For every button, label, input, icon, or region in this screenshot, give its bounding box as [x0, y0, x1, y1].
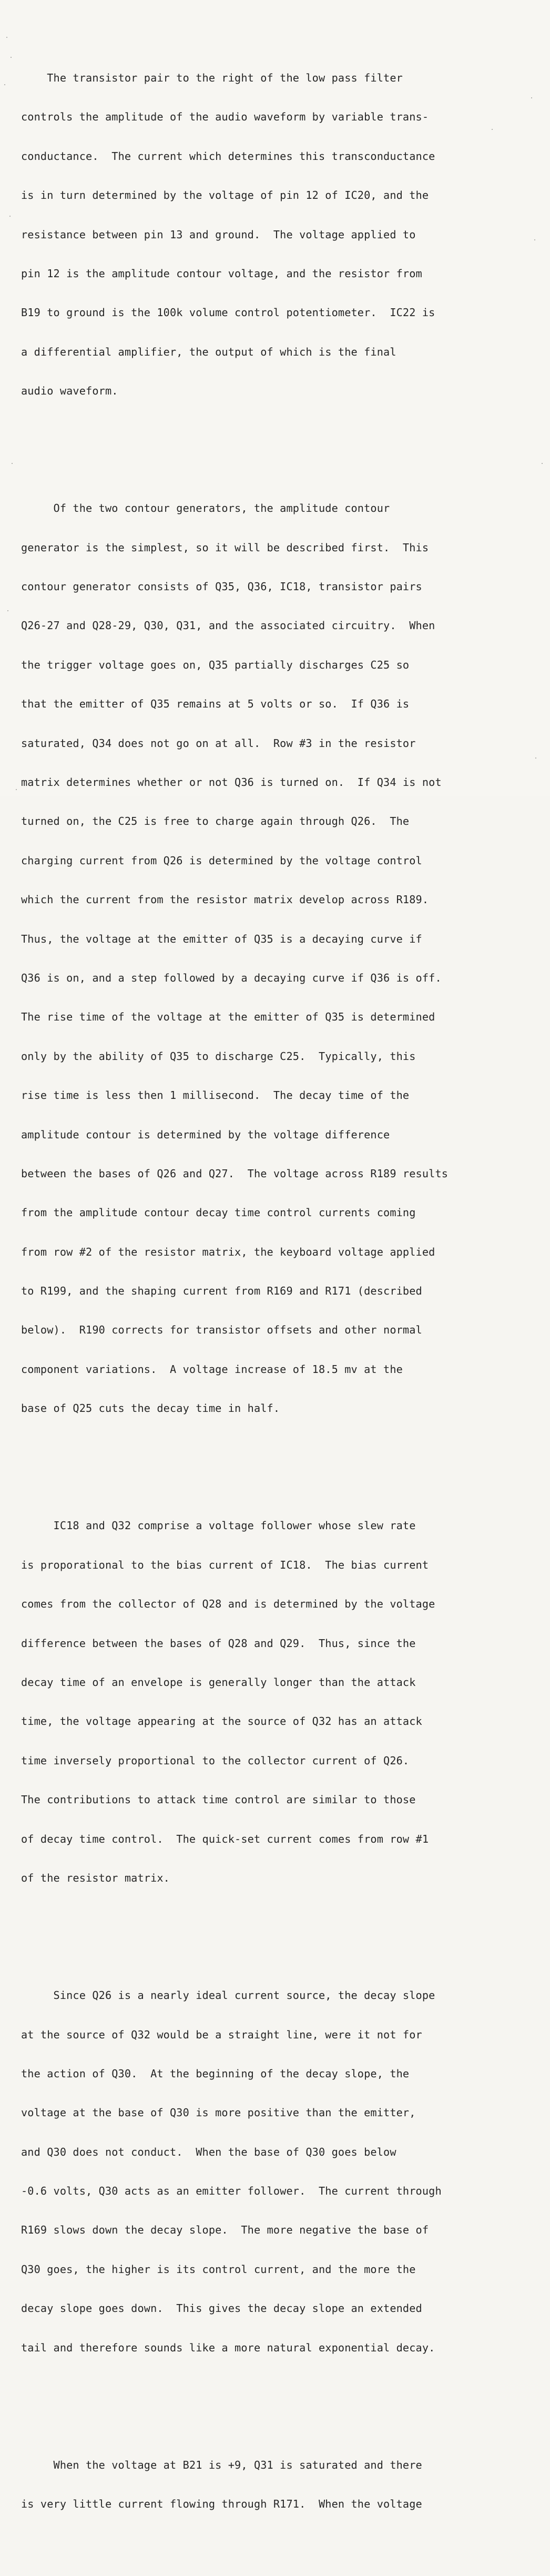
text-line: conductance. The current which determines this transconductance: [21, 149, 435, 163]
text-line: decay time of an envelope is generally longer than the attack: [21, 1676, 416, 1689]
scan-speck: [16, 789, 17, 790]
text-line: amplitude contour is determined by the voltage difference: [21, 1128, 390, 1141]
text-line: The transistor pair to the right of the low pass filter: [21, 71, 403, 84]
text-line: that the emitter of Q35 remains at 5 volts or so. If Q36 is: [21, 698, 410, 711]
text-line: saturated, Q34 does not go on at all. Row #3 in the resistor: [21, 736, 416, 750]
text-line: component variations. A voltage increase of 18.5 mv at the: [21, 1362, 403, 1376]
text-line: is very little current flowing through R171. When the voltage: [21, 2498, 422, 2511]
scan-speck: [531, 97, 532, 98]
paragraph-voltage-follower: [21, 1493, 547, 1911]
text-line: IC18 and Q32 comprise a voltage follower whose slew rate: [21, 1519, 416, 1532]
paragraph-transconductance: [21, 45, 547, 423]
text-line: Q30 goes, the higher is its control current, and the more the: [21, 2262, 416, 2276]
scan-speck: [6, 37, 7, 38]
paragraph-b21-voltage: [21, 2432, 547, 2537]
paragraph-decay-slope: [21, 1963, 547, 2381]
scan-speck: [534, 239, 535, 240]
text-line: is in turn determined by the voltage of pin 12 of IC20, and the: [21, 189, 429, 202]
text-line: pin 12 is the amplitude contour voltage, and the resistor from: [21, 267, 422, 280]
text-line: only by the ability of Q35 to discharge C25. Typically, this: [21, 1049, 416, 1063]
text-line: comes from the collector of Q28 and is determined by the voltage: [21, 1598, 435, 1611]
scan-speck: [535, 757, 536, 759]
text-line: time, the voltage appearing at the source of Q32 has an attack: [21, 1715, 422, 1728]
text-line: B19 to ground is the 100k volume control potentiometer. IC22 is: [21, 306, 435, 319]
text-line: Q26-27 and Q28-29, Q30, Q31, and the associated circuitry. When: [21, 619, 435, 632]
scan-speck: [12, 463, 13, 464]
text-line: The rise time of the voltage at the emitter of Q35 is determined: [21, 1011, 435, 1024]
text-line: -0.6 volts, Q30 acts as an emitter follower. The current through: [21, 2185, 442, 2198]
text-line: difference between the bases of Q28 and Q29. Thus, since the: [21, 1636, 416, 1650]
text-line: Since Q26 is a nearly ideal current source, the decay slope: [21, 1989, 435, 2002]
text-line: resistance between pin 13 and ground. The voltage applied to: [21, 228, 416, 241]
text-line: and Q30 does not conduct. When the base of Q30 goes below: [21, 2145, 396, 2158]
text-line: generator is the simplest, so it will be described first. This: [21, 541, 429, 554]
text-line: the trigger voltage goes on, Q35 partially discharges C25 so: [21, 658, 410, 671]
text-line: to R199, and the shaping current from R169 and R171 (described: [21, 1285, 422, 1298]
scan-speck: [9, 216, 11, 217]
text-line: When the voltage at B21 is +9, Q31 is saturated and there: [21, 2458, 422, 2471]
text-line: Thus, the voltage at the emitter of Q35 is a decaying curve if: [21, 932, 422, 945]
text-line: audio waveform.: [21, 385, 118, 398]
scan-speck: [11, 57, 12, 58]
text-line: at the source of Q32 would be a straight line, were it not for: [21, 2028, 422, 2041]
scan-speck: [7, 610, 8, 611]
text-line: contour generator consists of Q35, Q36, IC18, transistor pairs: [21, 580, 422, 593]
text-line: tail and therefore sounds like a more natural exponential decay.: [21, 2341, 435, 2354]
text-line: rise time is less then 1 millisecond. The decay time of the: [21, 1089, 410, 1102]
text-line: between the bases of Q26 and Q27. The voltage across R189 results: [21, 1167, 449, 1180]
text-line: decay slope goes down. This gives the decay slope an extended: [21, 2302, 422, 2315]
text-line: the action of Q30. At the beginning of the decay slope, the: [21, 2067, 410, 2080]
text-line: Q36 is on, and a step followed by a decaying curve if Q36 is off.: [21, 971, 442, 984]
text-line: controls the amplitude of the audio waveform by variable trans-: [21, 110, 429, 124]
text-line: a differential amplifier, the output of which is the final: [21, 345, 396, 358]
text-line: of decay time control. The quick-set current comes from row #1: [21, 1832, 429, 1845]
text-line: The contributions to attack time control are similar to those: [21, 1793, 416, 1806]
text-line: of the resistor matrix.: [21, 1871, 170, 1884]
text-line: base of Q25 cuts the decay time in half.: [21, 1402, 280, 1415]
text-line: voltage at the base of Q30 is more positive than the emitter,: [21, 2106, 416, 2119]
scan-speck: [4, 84, 5, 85]
paragraph-amplitude-contour: [21, 476, 547, 1441]
text-line: turned on, the C25 is free to charge again through Q26. The: [21, 815, 410, 828]
text-line: is proporational to the bias current of IC18. The bias current: [21, 1558, 429, 1571]
text-line: matrix determines whether or not Q36 is turned on. If Q34 is not: [21, 776, 442, 789]
text-line: charging current from Q26 is determined by the voltage control: [21, 854, 422, 867]
text-line: Of the two contour generators, the amplitude contour: [21, 502, 390, 515]
document-text: [21, 6, 547, 2576]
text-line: from the amplitude contour decay time control currents coming: [21, 1206, 416, 1219]
scan-speck: [492, 129, 493, 130]
text-line: below). R190 corrects for transistor offsets and other normal: [21, 1324, 422, 1337]
text-line: from row #2 of the resistor matrix, the keyboard voltage applied: [21, 1245, 435, 1258]
text-line: which the current from the resistor matrix develop across R189.: [21, 893, 429, 906]
scan-speck: [542, 463, 543, 464]
text-line: R169 slows down the decay slope. The more negative the base of: [21, 2224, 429, 2237]
text-line: time inversely proportional to the collector current of Q26.: [21, 1754, 410, 1767]
